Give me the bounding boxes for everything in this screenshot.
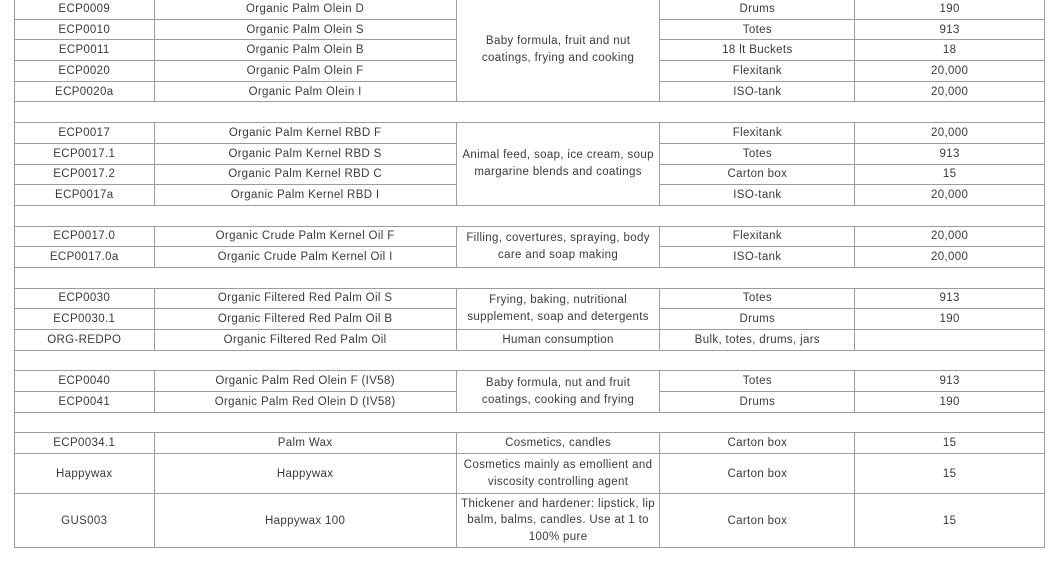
product-code-cell: GUS003 <box>15 494 155 548</box>
table-row <box>15 433 1045 454</box>
spacer-cell <box>15 205 1045 226</box>
packaging-cell: Totes <box>660 371 855 392</box>
table-row <box>15 288 1045 309</box>
quantity-cell: 913 <box>855 19 1045 40</box>
product-name-cell: Organic Palm Kernel RBD S <box>154 143 456 164</box>
packaging-cell: ISO-tank <box>660 247 855 268</box>
application-cell: Baby formula, fruit and nut coatings, frying and cooking <box>456 0 660 102</box>
product-name-cell: Happywax <box>154 454 456 494</box>
product-name-cell: Organic Filtered Red Palm Oil S <box>154 288 456 309</box>
product-code-cell: ECP0010 <box>15 19 155 40</box>
packaging-cell: Bulk, totes, drums, jars <box>660 330 855 351</box>
packaging-cell: Carton box <box>660 494 855 548</box>
packaging-cell: Drums <box>660 392 855 413</box>
table-row <box>15 371 1045 392</box>
product-code-cell: ORG-REDPO <box>15 330 155 351</box>
quantity-cell: 15 <box>855 494 1045 548</box>
product-table <box>14 0 1045 548</box>
packaging-cell: Carton box <box>660 454 855 494</box>
table-row <box>15 454 1045 494</box>
quantity-cell: 190 <box>855 309 1045 330</box>
product-name-cell: Organic Palm Olein F <box>154 61 456 82</box>
application-cell: Cosmetics mainly as emollient and viscosity controlling agent <box>456 454 660 494</box>
quantity-cell: 20,000 <box>855 247 1045 268</box>
product-table-body <box>15 0 1045 548</box>
product-code-cell: Happywax <box>15 454 155 494</box>
quantity-cell: 913 <box>855 143 1045 164</box>
product-code-cell: ECP0017.2 <box>15 164 155 185</box>
product-name-cell: Organic Filtered Red Palm Oil B <box>154 309 456 330</box>
product-code-cell: ECP0041 <box>15 392 155 413</box>
product-name-cell: Organic Palm Olein S <box>154 19 456 40</box>
product-code-cell: ECP0017 <box>15 123 155 144</box>
product-code-cell: ECP0009 <box>15 0 155 19</box>
packaging-cell: Carton box <box>660 164 855 185</box>
spacer-row <box>15 267 1045 288</box>
product-name-cell: Organic Palm Red Olein D (IV58) <box>154 392 456 413</box>
quantity-cell: 18 <box>855 40 1045 61</box>
product-name-cell: Organic Palm Olein D <box>154 0 456 19</box>
product-name-cell: Organic Palm Red Olein F (IV58) <box>154 371 456 392</box>
quantity-cell: 20,000 <box>855 123 1045 144</box>
application-cell: Baby formula, nut and fruit coatings, cooking and frying <box>456 371 660 412</box>
product-code-cell: ECP0020 <box>15 61 155 82</box>
quantity-cell: 20,000 <box>855 226 1045 247</box>
quantity-cell: 20,000 <box>855 185 1045 206</box>
quantity-cell: 190 <box>855 392 1045 413</box>
product-code-cell: ECP0017.1 <box>15 143 155 164</box>
packaging-cell: Flexitank <box>660 226 855 247</box>
packaging-cell: Carton box <box>660 433 855 454</box>
spacer-cell <box>15 102 1045 123</box>
table-row <box>15 0 1045 19</box>
product-name-cell: Organic Palm Olein I <box>154 81 456 102</box>
spacer-cell <box>15 267 1045 288</box>
spacer-cell <box>15 412 1045 433</box>
quantity-cell: 15 <box>855 433 1045 454</box>
product-code-cell: ECP0020a <box>15 81 155 102</box>
product-code-cell: ECP0017a <box>15 185 155 206</box>
quantity-cell: 15 <box>855 454 1045 494</box>
product-name-cell: Organic Palm Olein B <box>154 40 456 61</box>
product-name-cell: Happywax 100 <box>154 494 456 548</box>
application-cell: Human consumption <box>456 330 660 351</box>
product-name-cell: Organic Palm Kernel RBD C <box>154 164 456 185</box>
table-row <box>15 494 1045 548</box>
application-cell: Thickener and hardener: lipstick, lip balm, balms, candles. Use at 1 to 100% pure <box>456 494 660 548</box>
product-name-cell: Organic Filtered Red Palm Oil <box>154 330 456 351</box>
product-name-cell: Organic Crude Palm Kernel Oil I <box>154 247 456 268</box>
product-code-cell: ECP0034.1 <box>15 433 155 454</box>
quantity-cell: 20,000 <box>855 81 1045 102</box>
quantity-cell <box>855 330 1045 351</box>
spacer-row <box>15 102 1045 123</box>
table-row <box>15 330 1045 351</box>
packaging-cell: Flexitank <box>660 123 855 144</box>
quantity-cell: 190 <box>855 0 1045 19</box>
packaging-cell: Flexitank <box>660 61 855 82</box>
table-row <box>15 123 1045 144</box>
product-name-cell: Organic Palm Kernel RBD I <box>154 185 456 206</box>
spacer-row <box>15 205 1045 226</box>
application-cell: Cosmetics, candles <box>456 433 660 454</box>
application-cell: Frying, baking, nutritional supplement, soap and detergents <box>456 288 660 329</box>
table-row <box>15 226 1045 247</box>
product-name-cell: Organic Palm Kernel RBD F <box>154 123 456 144</box>
spacer-cell <box>15 350 1045 371</box>
application-cell: Animal feed, soap, ice cream, soup margarine blends and coatings <box>456 123 660 206</box>
packaging-cell: Drums <box>660 0 855 19</box>
product-code-cell: ECP0040 <box>15 371 155 392</box>
product-name-cell: Palm Wax <box>154 433 456 454</box>
product-code-cell: ECP0017.0 <box>15 226 155 247</box>
product-code-cell: ECP0017.0a <box>15 247 155 268</box>
packaging-cell: Drums <box>660 309 855 330</box>
product-code-cell: ECP0030.1 <box>15 309 155 330</box>
quantity-cell: 913 <box>855 371 1045 392</box>
packaging-cell: Totes <box>660 143 855 164</box>
packaging-cell: Totes <box>660 19 855 40</box>
packaging-cell: Totes <box>660 288 855 309</box>
packaging-cell: 18 lt Buckets <box>660 40 855 61</box>
product-code-cell: ECP0011 <box>15 40 155 61</box>
product-name-cell: Organic Crude Palm Kernel Oil F <box>154 226 456 247</box>
packaging-cell: ISO-tank <box>660 81 855 102</box>
spacer-row <box>15 412 1045 433</box>
quantity-cell: 15 <box>855 164 1045 185</box>
packaging-cell: ISO-tank <box>660 185 855 206</box>
product-code-cell: ECP0030 <box>15 288 155 309</box>
quantity-cell: 20,000 <box>855 61 1045 82</box>
quantity-cell: 913 <box>855 288 1045 309</box>
application-cell: Filling, covertures, spraying, body care and soap making <box>456 226 660 267</box>
spacer-row <box>15 350 1045 371</box>
